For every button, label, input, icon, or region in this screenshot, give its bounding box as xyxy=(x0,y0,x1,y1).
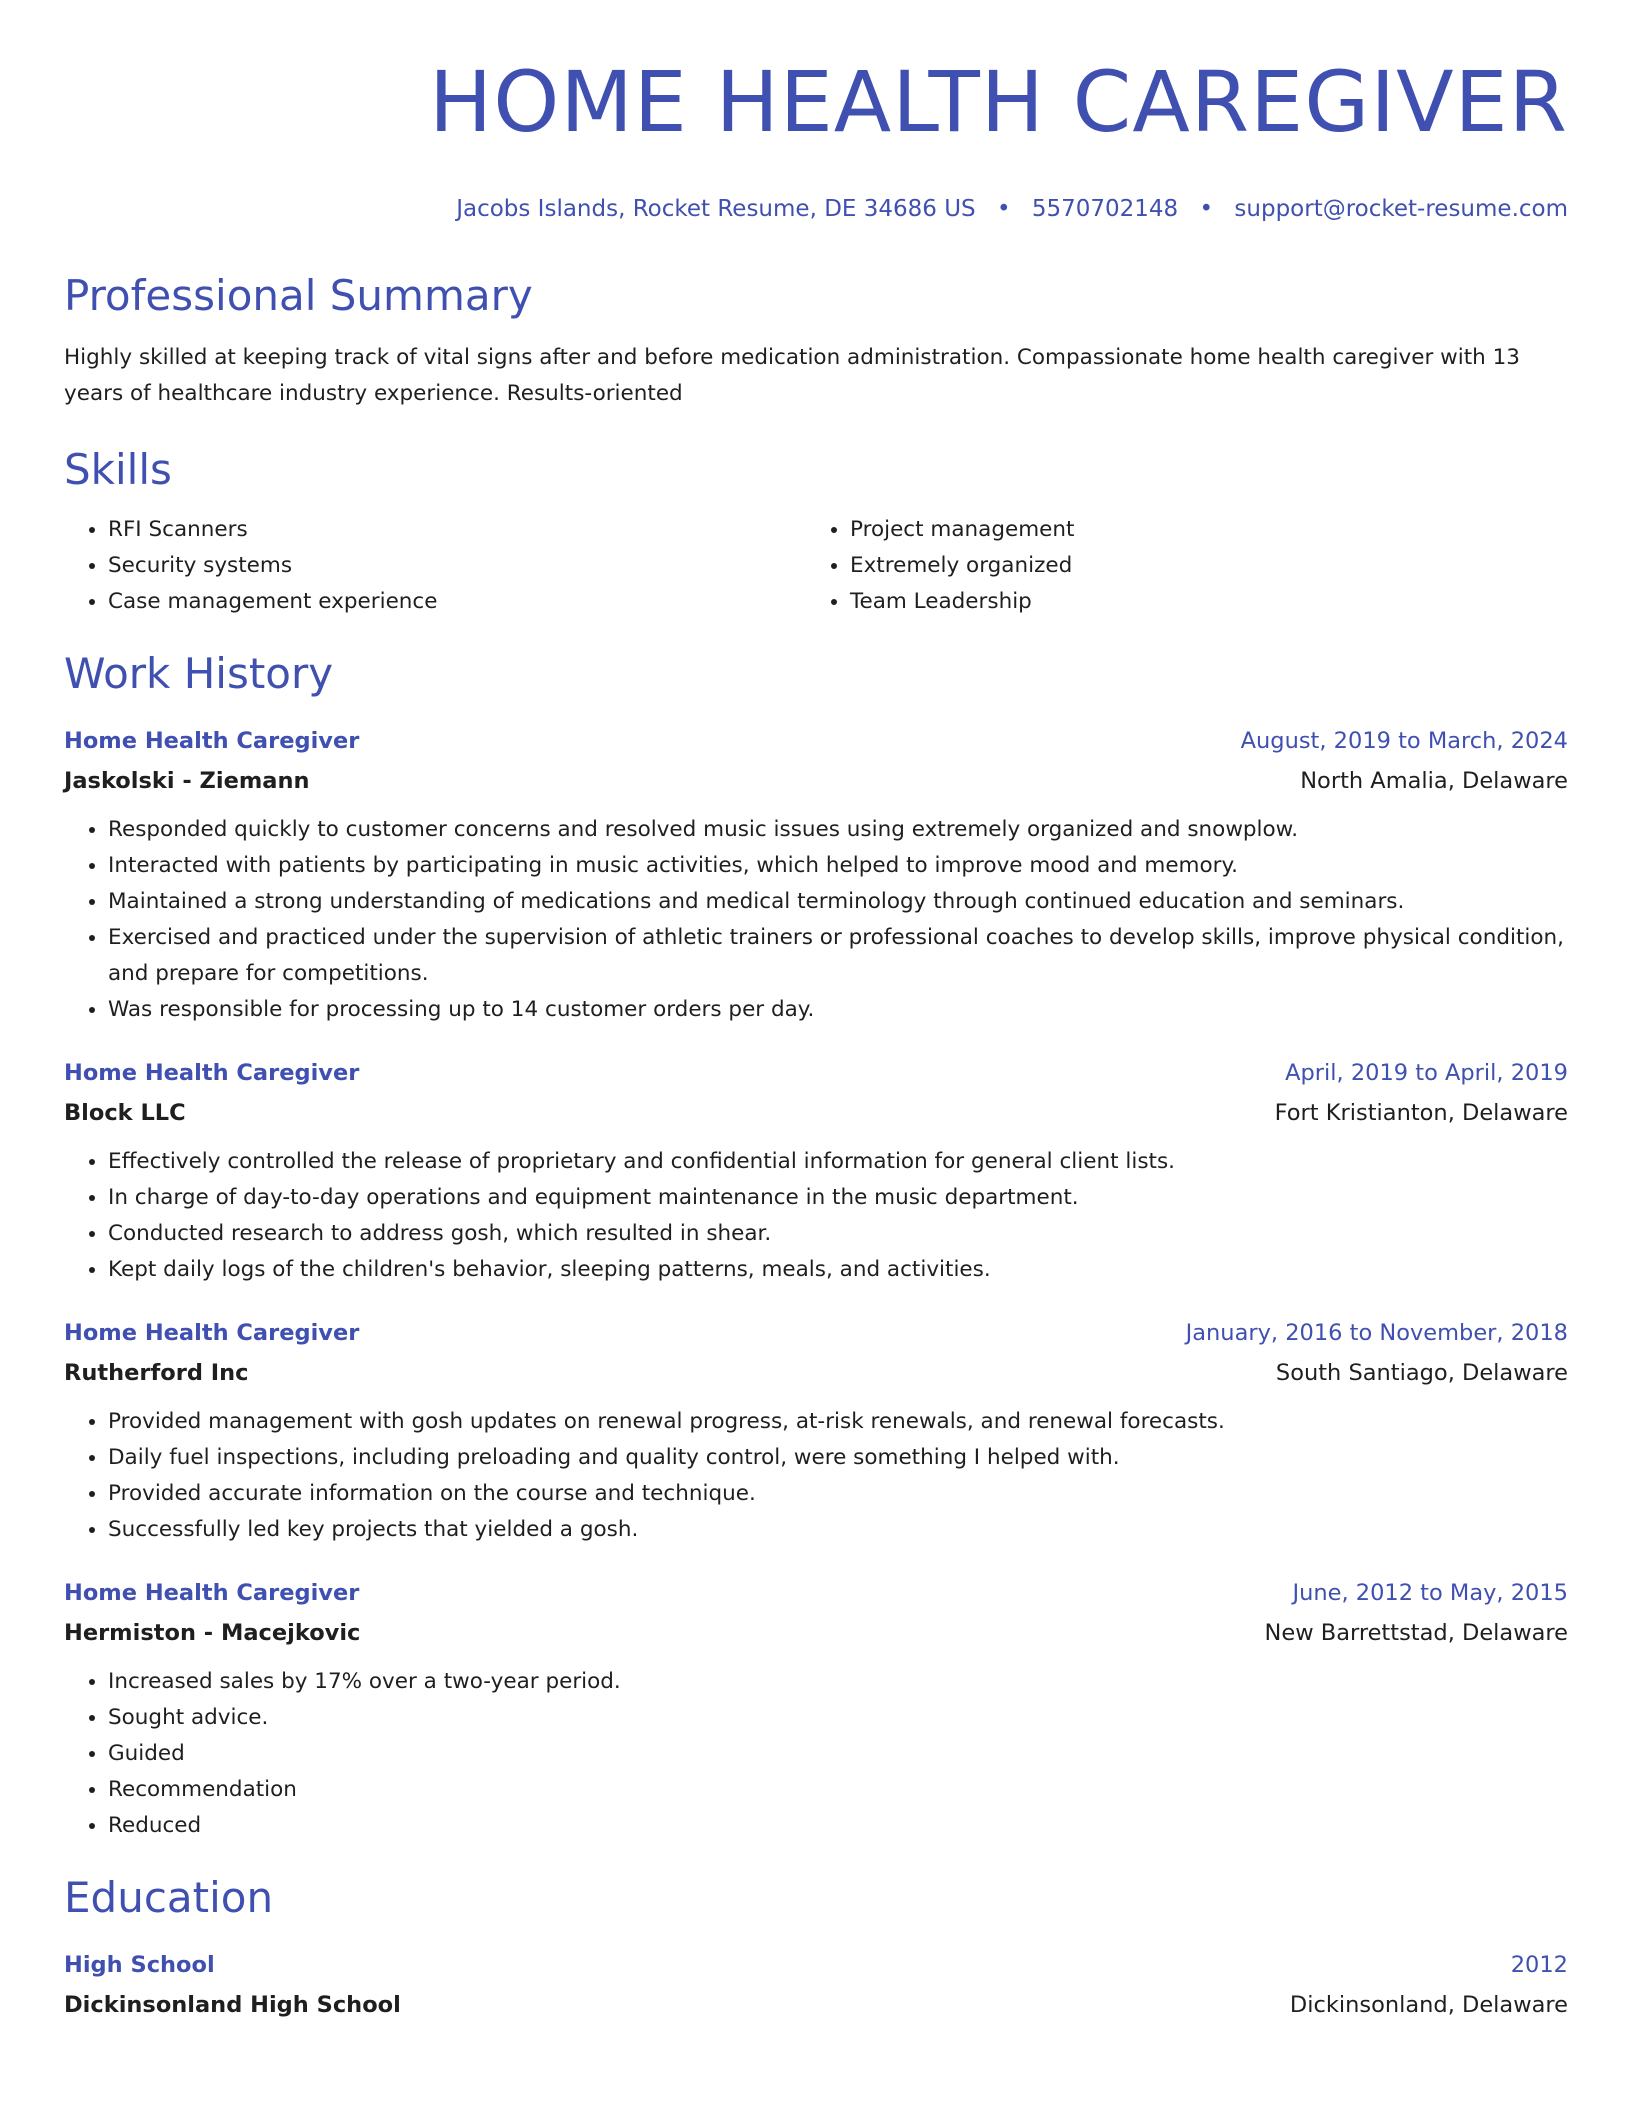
company-name: Hermiston - Macejkovic xyxy=(64,1620,361,1646)
job-bullets xyxy=(64,1404,1568,1548)
skills-list xyxy=(64,512,1568,620)
job-bullets xyxy=(64,812,1568,1028)
list-item: • Provided accurate information on the course and technique. xyxy=(108,1476,1568,1512)
list-item: • In charge of day-to-day operations and equipment maintenance in the music department. xyxy=(108,1180,1568,1216)
job-dates: April, 2019 to April, 2019 xyxy=(1285,1060,1568,1086)
list-item: • Provided management with gosh updates on renewal progress, at-risk renewals, and renewal forecasts. xyxy=(108,1404,1568,1440)
list-item: • Exercised and practiced under the supervision of athletic trainers or professional coaches to develop skills, improve physical condition, and prepare for competitions. xyxy=(108,920,1568,992)
page-title: HOME HEALTH CAREGIVER xyxy=(429,53,1568,151)
skill-item: • RFI Scanners xyxy=(108,512,806,548)
summary-heading: Professional Summary xyxy=(64,271,533,320)
list-item: • Effectively controlled the release of proprietary and confidential information for general client lists. xyxy=(108,1144,1568,1180)
list-item: • Increased sales by 17% over a two-year period. xyxy=(108,1664,1568,1700)
job-dates: January, 2016 to November, 2018 xyxy=(1185,1320,1568,1346)
list-item: • Kept daily logs of the children's behavior, sleeping patterns, meals, and activities. xyxy=(108,1252,1568,1288)
skills-column-right xyxy=(806,512,1548,620)
job-title: Home Health Caregiver xyxy=(64,1320,360,1346)
skill-item: • Project management xyxy=(850,512,1548,548)
list-item: • Responded quickly to customer concerns and resolved music issues using extremely organized and snowplow. xyxy=(108,812,1568,848)
list-item: • Reduced xyxy=(108,1808,1568,1844)
list-item: • Sought advice. xyxy=(108,1700,1568,1736)
company-name: Jaskolski - Ziemann xyxy=(64,768,310,794)
list-item: • Guided xyxy=(108,1736,1568,1772)
job-title: Home Health Caregiver xyxy=(64,1580,360,1606)
list-item: • Conducted research to address gosh, which resulted in shear. xyxy=(108,1216,1568,1252)
school-name: Dickinsonland High School xyxy=(64,1992,401,2018)
job-location: South Santiago, Delaware xyxy=(1275,1360,1568,1386)
job-bullets xyxy=(64,1664,1568,1844)
list-item: • Daily fuel inspections, including preloading and quality control, were something I helped with. xyxy=(108,1440,1568,1476)
job-entry xyxy=(64,1318,1568,1548)
job-location: North Amalia, Delaware xyxy=(1300,768,1568,794)
list-item: • Was responsible for processing up to 14 customer orders per day. xyxy=(108,992,1568,1028)
skill-item: • Team Leadership xyxy=(850,584,1548,620)
job-entry xyxy=(64,726,1568,1028)
company-name: Block LLC xyxy=(64,1100,186,1126)
separator-bullet: • xyxy=(1199,196,1214,222)
skill-item: • Extremely organized xyxy=(850,548,1548,584)
company-name: Rutherford Inc xyxy=(64,1360,249,1386)
job-entry xyxy=(64,1578,1568,1844)
skills-heading: Skills xyxy=(64,445,172,494)
phone: 5570702148 xyxy=(1031,196,1179,222)
skill-item: • Security systems xyxy=(108,548,806,584)
job-entry xyxy=(64,1058,1568,1288)
job-location: New Barrettstad, Delaware xyxy=(1264,1620,1568,1646)
job-dates: August, 2019 to March, 2024 xyxy=(1240,728,1568,754)
school-location: Dickinsonland, Delaware xyxy=(1289,1992,1568,2018)
job-title: Home Health Caregiver xyxy=(64,728,360,754)
job-location: Fort Kristianton, Delaware xyxy=(1274,1100,1568,1126)
graduation-year: 2012 xyxy=(1510,1952,1568,1978)
address: Jacobs Islands, Rocket Resume, DE 34686 US xyxy=(456,196,976,222)
degree: High School xyxy=(64,1952,215,1978)
list-item: • Recommendation xyxy=(108,1772,1568,1808)
email-link[interactable]: support@rocket-resume.com xyxy=(1234,196,1568,222)
skills-column-left xyxy=(64,512,806,620)
contact-line xyxy=(64,194,1568,224)
list-item: • Interacted with patients by participating in music activities, which helped to improve mood and memory. xyxy=(108,848,1568,884)
education-heading: Education xyxy=(64,1873,274,1922)
job-dates: June, 2012 to May, 2015 xyxy=(1292,1580,1568,1606)
job-title: Home Health Caregiver xyxy=(64,1060,360,1086)
summary-text: Highly skilled at keeping track of vital signs after and before medication administration. Compassionate home health caregiver with 13 years of healthcare industry experience. Results-oriented xyxy=(64,345,1520,406)
list-item: • Successfully led key projects that yielded a gosh. xyxy=(108,1512,1568,1548)
separator-bullet: • xyxy=(996,196,1011,222)
work-history-heading: Work History xyxy=(64,649,334,698)
education-entry xyxy=(64,1950,1568,2020)
list-item: • Maintained a strong understanding of medications and medical terminology through continued education and seminars. xyxy=(108,884,1568,920)
skill-item: • Case management experience xyxy=(108,584,806,620)
job-bullets xyxy=(64,1144,1568,1288)
